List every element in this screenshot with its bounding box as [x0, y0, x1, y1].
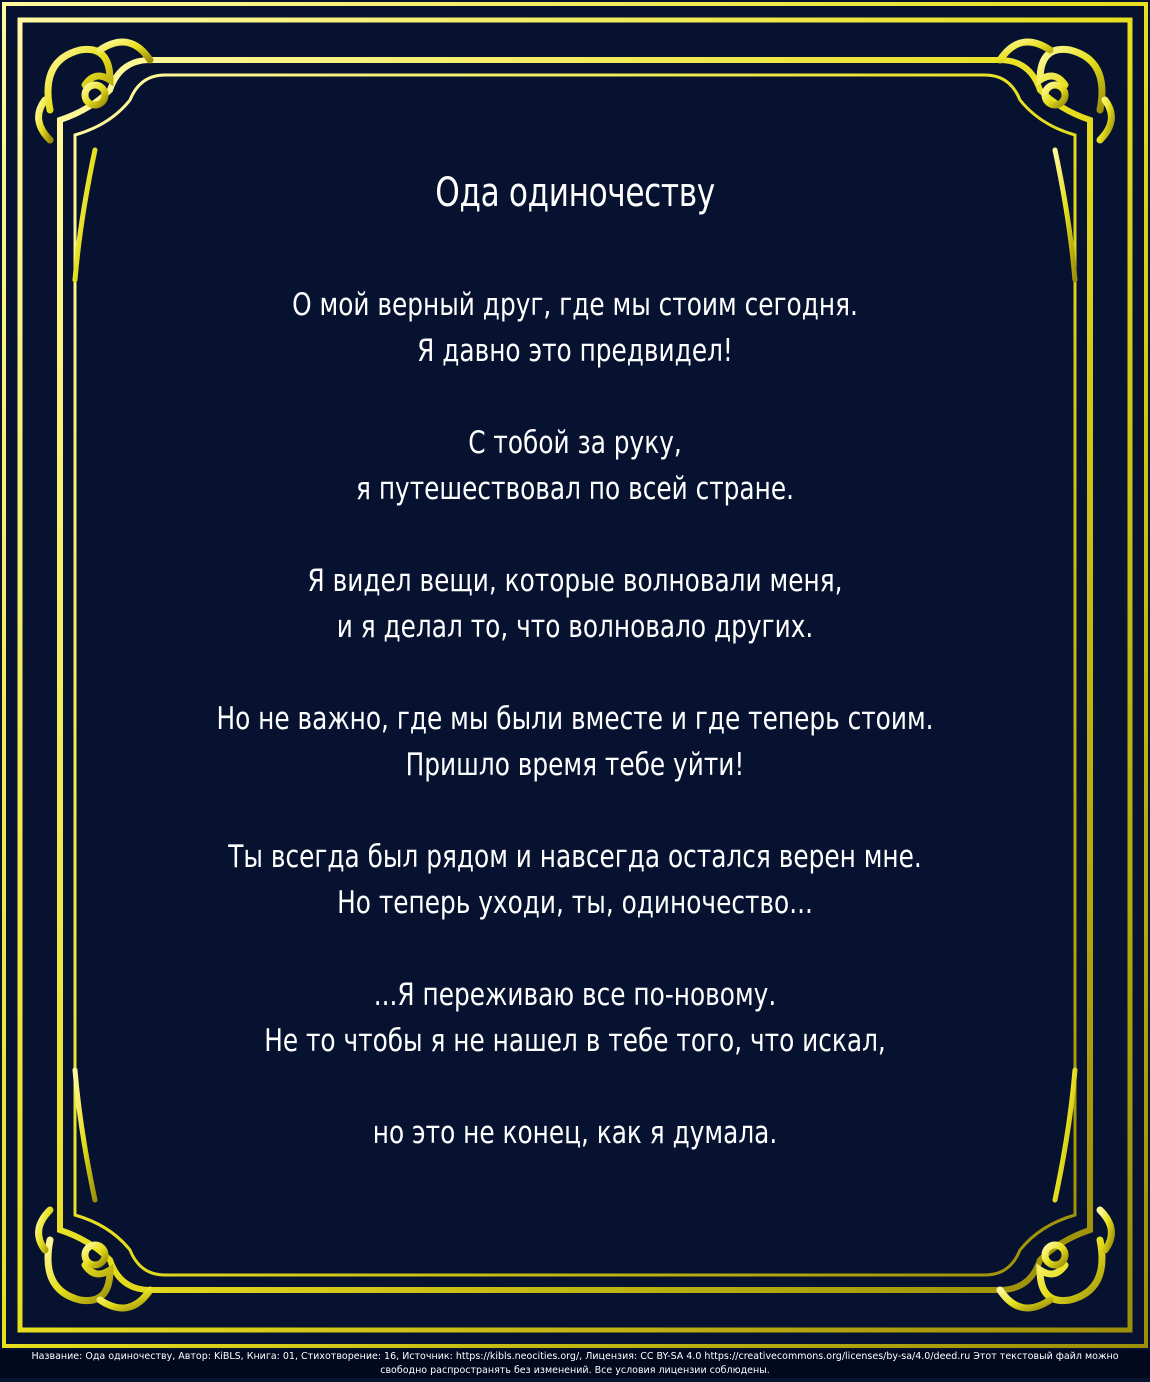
license-footer — [0, 1350, 1150, 1378]
poem-line: Но теперь уходи, ты, одиночество... — [337, 885, 813, 921]
stanza-1 — [0, 282, 1150, 374]
poem-line: О мой верный друг, где мы стоим сегодня. — [292, 287, 858, 323]
poem-line: я путешествовал по всей стране. — [356, 471, 794, 507]
stanza-2 — [0, 420, 1150, 512]
poem-line: и я делал то, что волновало других. — [336, 609, 814, 645]
poem-line: но это не конец, как я думала. — [372, 1115, 778, 1151]
poem-title: Ода одиночеству — [435, 170, 715, 216]
side-curve-right-top — [1055, 150, 1075, 280]
footer-line-1: Название: Ода одиночеству, Автор: KiBLS, Книга: 01, Стихотворение: 16, Источник: https://kibls.neocities.org/, Лицензия: CC BY-SA 4.0 https://creativecommons.org/licenses/by-sa/4.0/deed.ru Этот текстовый файл можно — [31, 1351, 1119, 1362]
poem-line: Я давно это предвидел! — [417, 333, 733, 369]
stanza-4 — [0, 696, 1150, 788]
poem-body — [0, 282, 1150, 1202]
poem-line: ...Я переживаю все по-новому. — [373, 977, 777, 1013]
footer-line-2: свободно распространять без изменений. Все условия лицензии соблюдены. — [380, 1365, 770, 1376]
stanza-3 — [0, 558, 1150, 650]
poem-line: Не то чтобы я не нашел в тебе того, что искал, — [264, 1023, 886, 1059]
stanza-5 — [0, 834, 1150, 926]
poem-line: Я видел вещи, которые волновали меня, — [307, 563, 843, 599]
poem-line: Пришло время тебе уйти! — [405, 747, 745, 783]
poem-line: Но не важно, где мы были вместе и где теперь стоим. — [216, 701, 934, 737]
poem-line: Ты всегда был рядом и навсегда остался верен мне. — [228, 839, 922, 875]
poem-line: С тобой за руку, — [468, 425, 682, 461]
stanza-7 — [0, 1110, 1150, 1156]
stanza-6 — [0, 972, 1150, 1064]
side-curve-left-top — [75, 150, 95, 280]
